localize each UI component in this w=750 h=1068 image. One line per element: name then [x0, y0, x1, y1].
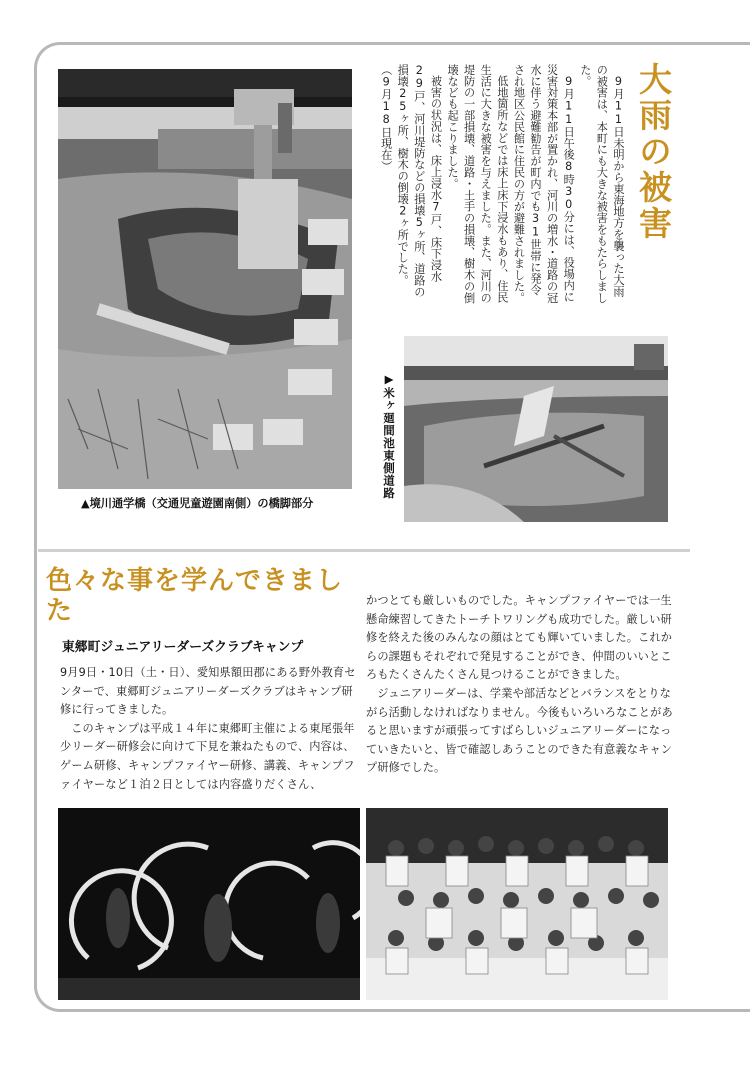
- camp-paragraph: このキャンプは平成１４年に東郷町主催による東尾張年少リーダー研修会に向けて下見を兼ねたもので、内容は、ゲーム研修、キャンプファイヤー研修、講義、キャンプファイヤーなど１泊２日としては内容盛りだくさん、: [60, 721, 355, 791]
- bridge-pier-photo: [58, 69, 352, 489]
- bridge-pier-caption: ▲境川通学橋（交通児童遊園南側）の橋脚部分: [81, 497, 314, 510]
- camp-paragraph: 9月9日・10日（土・日）、愛知県額田郡にある野外教育センターで、東郷町ジュニアリーダーズクラブはキャンプ研修に行ってきました。: [60, 666, 356, 717]
- road-collapse-photo: [404, 336, 668, 522]
- rain-paragraph: 被害の状況は、床上浸水7戸、床下浸水29戸、河川堤防などの損壊5ヶ所、道路の損壊25ヶ所、樹木の倒壊2ヶ所でした。（9月18日現在）: [379, 64, 443, 298]
- torch-twirling-photo: [58, 808, 360, 1000]
- group-photo: [366, 808, 668, 1000]
- camp-body-right: [366, 592, 678, 778]
- camp-paragraph: ジュニアリーダーは、学業や部活などとバランスをとりながら活動しなければなりません。今後もいろいろなことがあると思いますが頑張ってすばらしいジュニアリーダーになっていきたいと、皆で確認しあうことのできた有意義なキャンプ研修でした。: [366, 686, 673, 775]
- camp-paragraph: かつとても厳しいものでした。キャンプファイヤーでは一生懸命練習してきたトーチトワリングも成功でした。厳しい研修を終えた後のみんなの顔はとても輝いていました。これからの課題もそれぞれで発見することができ、仲間のいいところもたくさんたくさん見つけることができました。: [366, 594, 673, 682]
- camp-article-subtitle: 東郷町ジュニアリーダーズクラブキャンプ: [62, 640, 304, 655]
- camp-body-left: [60, 664, 356, 794]
- rain-article-title: 大雨の被害: [634, 62, 673, 242]
- rain-paragraph: 9月11日未明から東海地方を襲った大雨の被害は、本町にも大きな被害をもたらしました。: [578, 64, 625, 304]
- rain-article-body: [372, 64, 626, 304]
- section-divider: [38, 549, 690, 552]
- camp-article-title: 色々な事を学んできました: [46, 566, 344, 626]
- road-collapse-caption: ▶米ヶ廻間池東側道路: [382, 372, 396, 500]
- rain-paragraph: 9月11日午後8時30分には、役場内に災害対策本部が置かれ、河川の増水・道路の冠水に伴う避難勧告が町内でも31世帯に発令され地区公民館に住民の方が避難されました。: [512, 64, 576, 304]
- rain-paragraph: 低地箇所などでは床上床下浸水もあり、住民生活に大きな被害を与えました。また、河川の堤防の一部損壊、道路・土手の損壊、樹木の倒壊なども起こりました。: [446, 64, 509, 304]
